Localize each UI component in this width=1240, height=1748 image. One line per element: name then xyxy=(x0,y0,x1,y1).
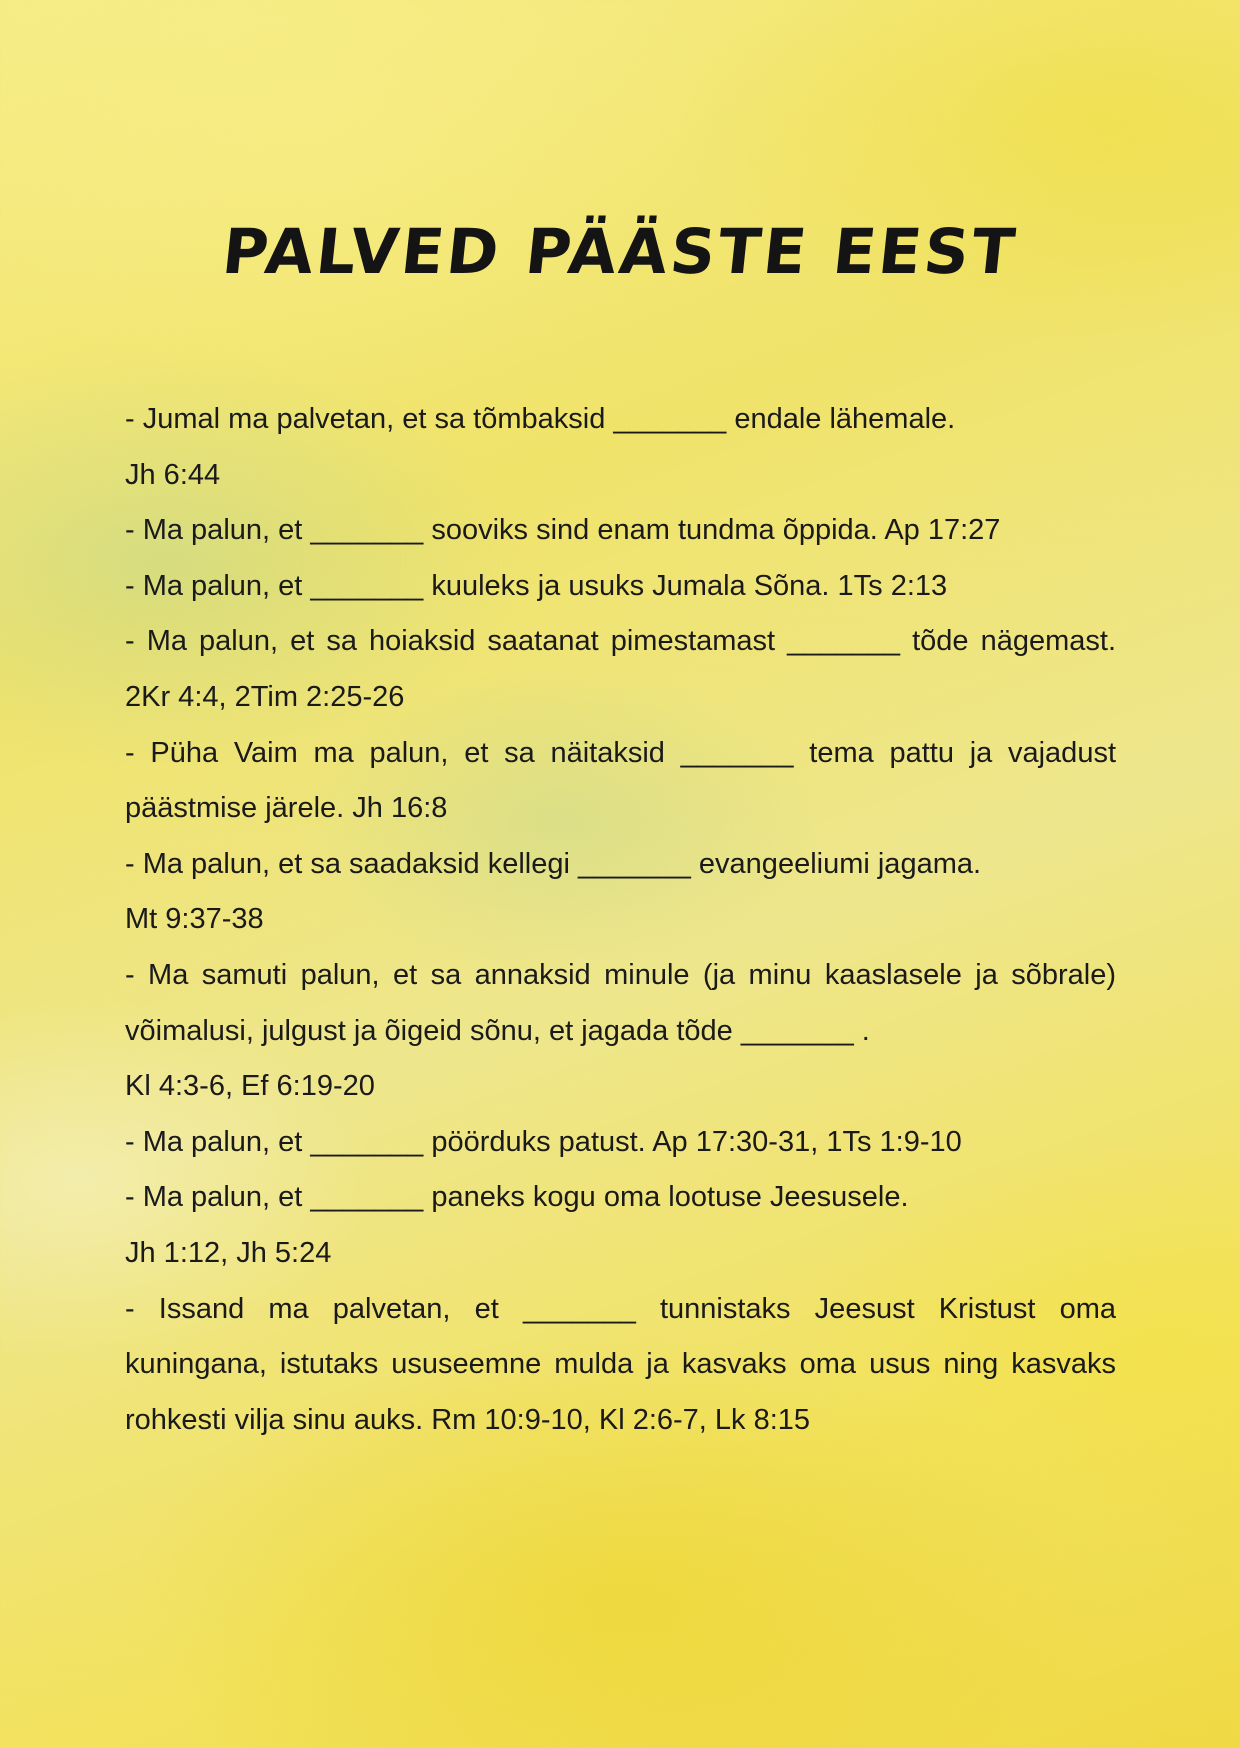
prayer-list xyxy=(125,392,1116,1448)
prayer-line: - Püha Vaim ma palun, et sa näitaksid _______ tema pattu ja vajadust päästmise järele. Jh 16:8 xyxy=(125,736,1116,825)
prayer-line: - Ma palun, et _______ kuuleks ja usuks Jumala Sõna. 1Ts 2:13 xyxy=(125,569,948,602)
prayer-line: - Ma samuti palun, et sa annaksid minule (ja minu kaaslasele ja sõbrale) võimalusi, julgust ja õigeid sõnu, et jagada tõde _______ . xyxy=(125,958,1116,1047)
scripture-reference: Jh 6:44 xyxy=(125,458,221,491)
page-title: PALVED PÄÄSTE EEST xyxy=(218,215,1022,288)
scripture-reference: Mt 9:37-38 xyxy=(125,903,264,936)
prayer-line: - Ma palun, et _______ paneks kogu oma lootuse Jeesusele. xyxy=(125,1181,909,1214)
prayer-line: - Ma palun, et _______ pöörduks patust. Ap 17:30-31, 1Ts 1:9-10 xyxy=(125,1125,962,1158)
scripture-reference: Kl 4:3-6, Ef 6:19-20 xyxy=(125,1070,375,1103)
prayer-line: - Issand ma palvetan, et _______ tunnistaks Jeesust Kristust oma kuningana, istutaks ususeemne mulda ja kasvaks oma usus ning kasvaks rohkesti vilja sinu auks. Rm 10:9-10, Kl 2:6-7, Lk 8:15 xyxy=(125,1292,1116,1436)
scripture-reference: Jh 1:12, Jh 5:24 xyxy=(125,1236,332,1269)
prayer-line: - Ma palun, et _______ sooviks sind enam tundma õppida. Ap 17:27 xyxy=(125,514,1001,547)
prayer-line: - Jumal ma palvetan, et sa tõmbaksid _______ endale lähemale. xyxy=(125,403,956,435)
prayer-line: - Ma palun, et sa saadaksid kellegi _______ evangeeliumi jagama. xyxy=(125,847,982,880)
prayer-line: - Ma palun, et sa hoiaksid saatanat pimestamast _______ tõde nägemast. 2Kr 4:4, 2Tim 2:25-26 xyxy=(125,625,1116,713)
